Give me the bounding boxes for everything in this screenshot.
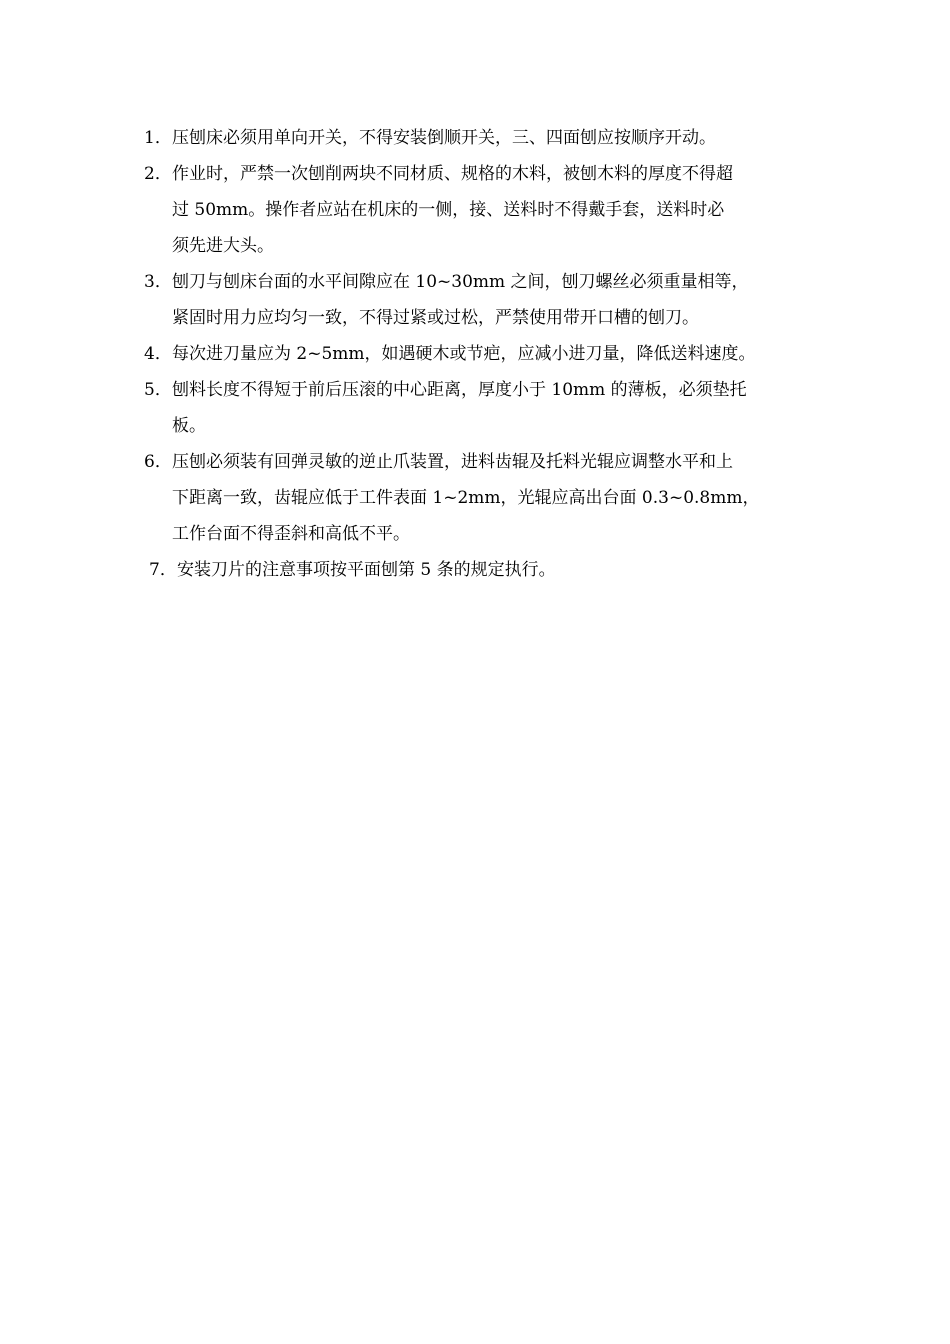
list-item xyxy=(144,444,814,552)
item-text: 每次进刀量应为 2~5mm，如遇硬木或节疤，应减小进刀量，降低送料速度。 xyxy=(172,344,756,364)
item-text: 刨料长度不得短于前后压滚的中心距离，厚度小于 10mm 的薄板，必须垫托 板。 xyxy=(172,380,747,436)
item-number: 4． xyxy=(144,344,172,364)
item-text: 作业时，严禁一次刨削两块不同材质、规格的木料，被刨木料的厚度不得超 过 50mm。操作者应站在机床的一侧，接、送料时不得戴手套，送料时必 须先进大头。 xyxy=(172,164,733,256)
item-number: 6． xyxy=(144,452,172,472)
list-item xyxy=(144,120,814,156)
item-text: 压刨必须装有回弹灵敏的逆止爪装置，进料齿辊及托料光辊应调整水平和上 下距离一致，齿辊应低于工件表面 1~2mm，光辊应高出台面 0.3~0.8mm， 工作台面不得歪斜和高低不平。 xyxy=(172,452,760,544)
list-item xyxy=(144,156,814,264)
item-number: 5． xyxy=(144,380,172,400)
list-item xyxy=(144,552,814,588)
item-number: 3． xyxy=(144,272,172,292)
item-text: 压刨床必须用单向开关，不得安装倒顺开关，三、四面刨应按顺序开动。 xyxy=(172,128,716,148)
list-item xyxy=(144,264,814,336)
rules-list xyxy=(144,120,814,588)
list-item xyxy=(144,372,814,444)
item-number: 2． xyxy=(144,164,172,184)
item-number: 1． xyxy=(144,128,172,148)
list-item xyxy=(144,336,814,372)
item-text: 刨刀与刨床台面的水平间隙应在 10~30mm 之间，刨刀螺丝必须重量相等， 紧固时用力应均匀一致，不得过紧或过松，严禁使用带开口槽的刨刀。 xyxy=(172,272,749,328)
item-text: 安装刀片的注意事项按平面刨第 5 条的规定执行。 xyxy=(177,560,556,580)
item-number: 7． xyxy=(149,560,177,580)
